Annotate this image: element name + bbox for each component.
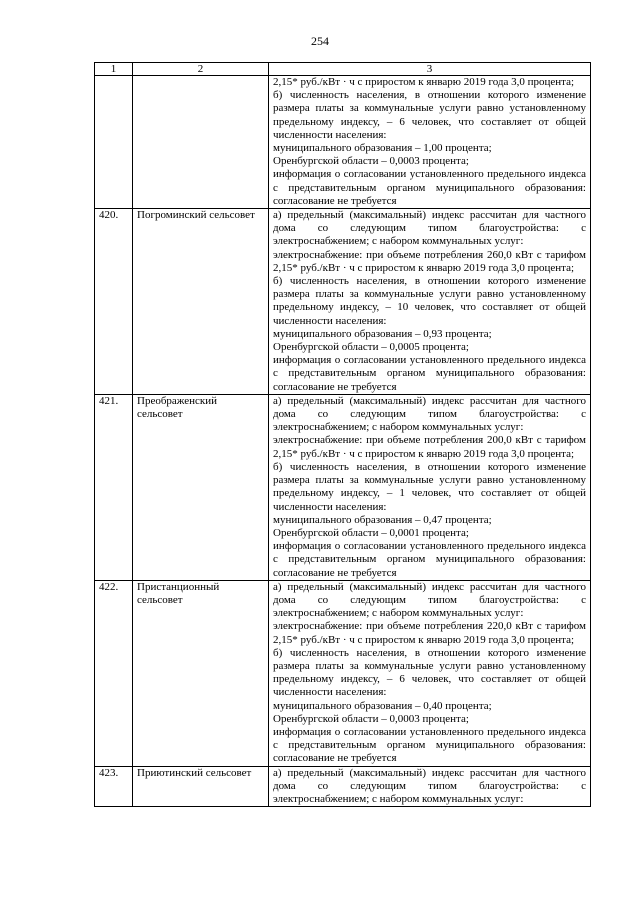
- row-description-cell: [269, 209, 591, 395]
- row-number-cell: [95, 76, 133, 209]
- description-line: б) численность населения, в отношении которого изменение размера платы за коммунальные услуги равно установленному предельному индексу, – 10 человек, что составляет от общей численности населения:: [273, 275, 586, 327]
- description-line: а) предельный (максимальный) индекс рассчитан для частного дома со следующим типом благоустройства: с электроснабжением; с набором коммунальных услуг:: [273, 394, 586, 434]
- description-line: электроснабжение: при объеме потребления 220,0 кВт с тарифом 2,15* руб./кВт · ч с приростом к январю 2019 года 3,0 процента;: [273, 620, 586, 646]
- municipality-name: Погроминский сельсовет: [133, 209, 269, 395]
- description-line: б) численность населения, в отношении которого изменение размера платы за коммунальные услуги равно установленному предельному индексу, – 6 человек, что составляет от общей численности населения:: [273, 646, 586, 699]
- description-line: Оренбургской области – 0,0001 процента;: [273, 526, 469, 539]
- description-line: 2,15* руб./кВт · ч с приростом к январю 2019 года 3,0 процента;: [273, 76, 575, 88]
- description-line: электроснабжение: при объеме потребления 200,0 кВт с тарифом 2,15* руб./кВт · ч с приростом к январю 2019 года 3,0 процента;: [273, 434, 586, 460]
- table-row-422: [95, 580, 591, 766]
- row-number: 423.: [95, 766, 133, 807]
- description-line: а) предельный (максимальный) индекс рассчитан для частного дома со следующим типом благоустройства: с электроснабжением; с набором коммунальных услуг:: [273, 209, 586, 248]
- description-line: б) численность населения, в отношении которого изменение размера платы за коммунальные услуги равно установленному предельному индексу, – 6 человек, что составляет от общей численности населения:: [273, 89, 586, 141]
- description-line: а) предельный (максимальный) индекс рассчитан для частного дома со следующим типом благоустройства: с электроснабжением; с набором коммунальных услуг:: [273, 580, 586, 620]
- description-line: информация о согласовании установленного предельного индекса с представительным органом муниципального образования: согласование не требуется: [273, 168, 586, 207]
- table-row-continuation: [95, 76, 591, 209]
- row-number: 421.: [95, 394, 133, 580]
- row-number: 420.: [95, 209, 133, 395]
- row-name-cell: [133, 76, 269, 209]
- column-header-2: 2: [133, 63, 269, 76]
- description-line: электроснабжение: при объеме потребления 260,0 кВт с тарифом 2,15* руб./кВт · ч с приростом к январю 2019 года 3,0 процента;: [273, 248, 586, 274]
- description-line: а) предельный (максимальный) индекс рассчитан для частного дома со следующим типом благоустройства: с электроснабжением; с набором коммунальных услуг:: [273, 766, 586, 805]
- municipality-name: Приютинский сельсовет: [133, 766, 269, 807]
- description-line: б) численность населения, в отношении которого изменение размера платы за коммунальные услуги равно установленному предельному индексу, – 1 человек, что составляет от общей численности населения:: [273, 460, 586, 513]
- indices-table: [94, 62, 591, 807]
- description-line: муниципального образования – 0,93 процента;: [273, 327, 492, 340]
- description-line: Оренбургской области – 0,0005 процента;: [273, 341, 469, 354]
- row-description-cell: [269, 580, 591, 766]
- description-line: муниципального образования – 0,47 процента;: [273, 513, 492, 526]
- table-row-423: [95, 766, 591, 807]
- table-row-421: [95, 394, 591, 580]
- municipality-name: Преображенский сельсовет: [133, 394, 269, 580]
- description-line: муниципального образования – 0,40 процента;: [273, 699, 492, 712]
- description-line: Оренбургской области – 0,0003 процента;: [273, 712, 469, 725]
- description-line: информация о согласовании установленного предельного индекса с представительным органом муниципального образования: согласование не требуется: [273, 725, 586, 765]
- row-description-cell: [269, 766, 591, 807]
- description-line: муниципального образования – 1,00 процента;: [273, 142, 492, 155]
- description-line: информация о согласовании установленного предельного индекса с представительным органом муниципального образования: согласование не требуется: [273, 540, 586, 579]
- row-description-cell: [269, 394, 591, 580]
- table-row-420: [95, 209, 591, 395]
- page-number: 254: [311, 34, 329, 48]
- column-header-1: 1: [95, 63, 133, 76]
- description-line: информация о согласовании установленного предельного индекса с представительным органом муниципального образования: согласование не требуется: [273, 354, 586, 393]
- municipality-name: Пристанционный сельсовет: [133, 580, 269, 766]
- row-number: 422.: [95, 580, 133, 766]
- column-header-3: 3: [269, 63, 591, 76]
- table-header-row: [95, 63, 591, 76]
- row-description-cell: [269, 76, 591, 209]
- description-line: Оренбургской области – 0,0003 процента;: [273, 155, 469, 168]
